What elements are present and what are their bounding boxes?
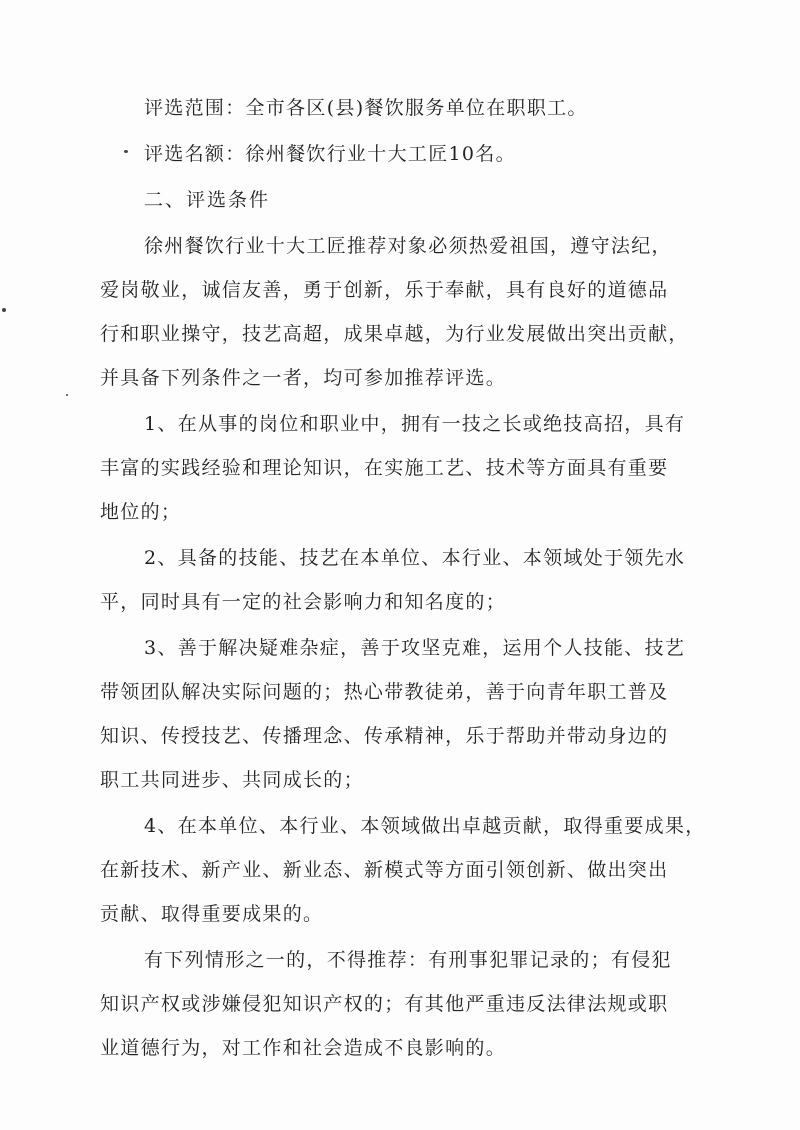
condition-4	[100, 806, 706, 934]
quota-line: 评选名额：徐州餐饮行业十大工匠10名。	[144, 143, 516, 165]
scan-speck	[66, 394, 68, 396]
text-line: 行和职业操守，技艺高超，成果卓越，为行业发展做出突出贡献，	[100, 323, 689, 345]
section-heading: 二、评选条件	[144, 189, 271, 211]
text-line: 业道德行为，对工作和社会造成不良影响的。	[100, 1037, 507, 1059]
eligibility-paragraph	[100, 226, 700, 398]
text-line: 爱岗敬业，诚信友善，勇于创新，乐于奉献，具有良好的道德品	[100, 279, 669, 301]
text-line: 有下列情形之一的，不得推荐：有刑事犯罪记录的；有侵犯	[144, 949, 672, 971]
text-line: 1、在从事的岗位和职业中，拥有一技之长或绝技高招，具有	[144, 413, 686, 435]
text-line: 职工共同进步、共同成长的；	[100, 769, 364, 791]
condition-1	[100, 404, 700, 532]
document-body	[100, 88, 706, 1070]
scan-speck	[2, 308, 6, 312]
text-line: 贡献、取得重要成果的。	[100, 903, 324, 925]
exclusion-paragraph	[100, 940, 700, 1068]
text-line: 带领团队解决实际问题的；热心带教徒弟，善于向青年职工普及	[100, 681, 669, 703]
text-line: 知识、传授技艺、传播理念、传承精神，乐于帮助并带动身边的	[100, 725, 669, 747]
scope-line: 评选范围：全市各区(县)餐饮服务单位在职职工。	[144, 97, 588, 119]
text-line: 2、具备的技能、技艺在本单位、本行业、本领域处于领先水	[144, 547, 686, 569]
text-line: 徐州餐饮行业十大工匠推荐对象必须热爱祖国，遵守法纪，	[144, 235, 672, 257]
condition-3	[100, 628, 700, 800]
text-line: 知识产权或涉嫌侵犯知识产权的；有其他严重违反法律法规或职	[100, 993, 669, 1015]
text-line: 平，同时具有一定的社会影响力和知名度的；	[100, 591, 507, 613]
text-line: 并具备下列条件之一者，均可参加推荐评选。	[100, 367, 507, 389]
text-line: 4、在本单位、本行业、本领域做出卓越贡献，取得重要成果，	[144, 815, 706, 837]
text-line: 3、善于解决疑难杂症，善于攻坚克难，运用个人技能、技艺	[144, 637, 686, 659]
text-line: 地位的；	[100, 501, 182, 523]
text-line: 在新技术、新产业、新业态、新模式等方面引领创新、做出突出	[100, 859, 669, 881]
condition-2	[100, 538, 700, 622]
text-line: 丰富的实践经验和理论知识，在实施工艺、技术等方面具有重要	[100, 457, 669, 479]
